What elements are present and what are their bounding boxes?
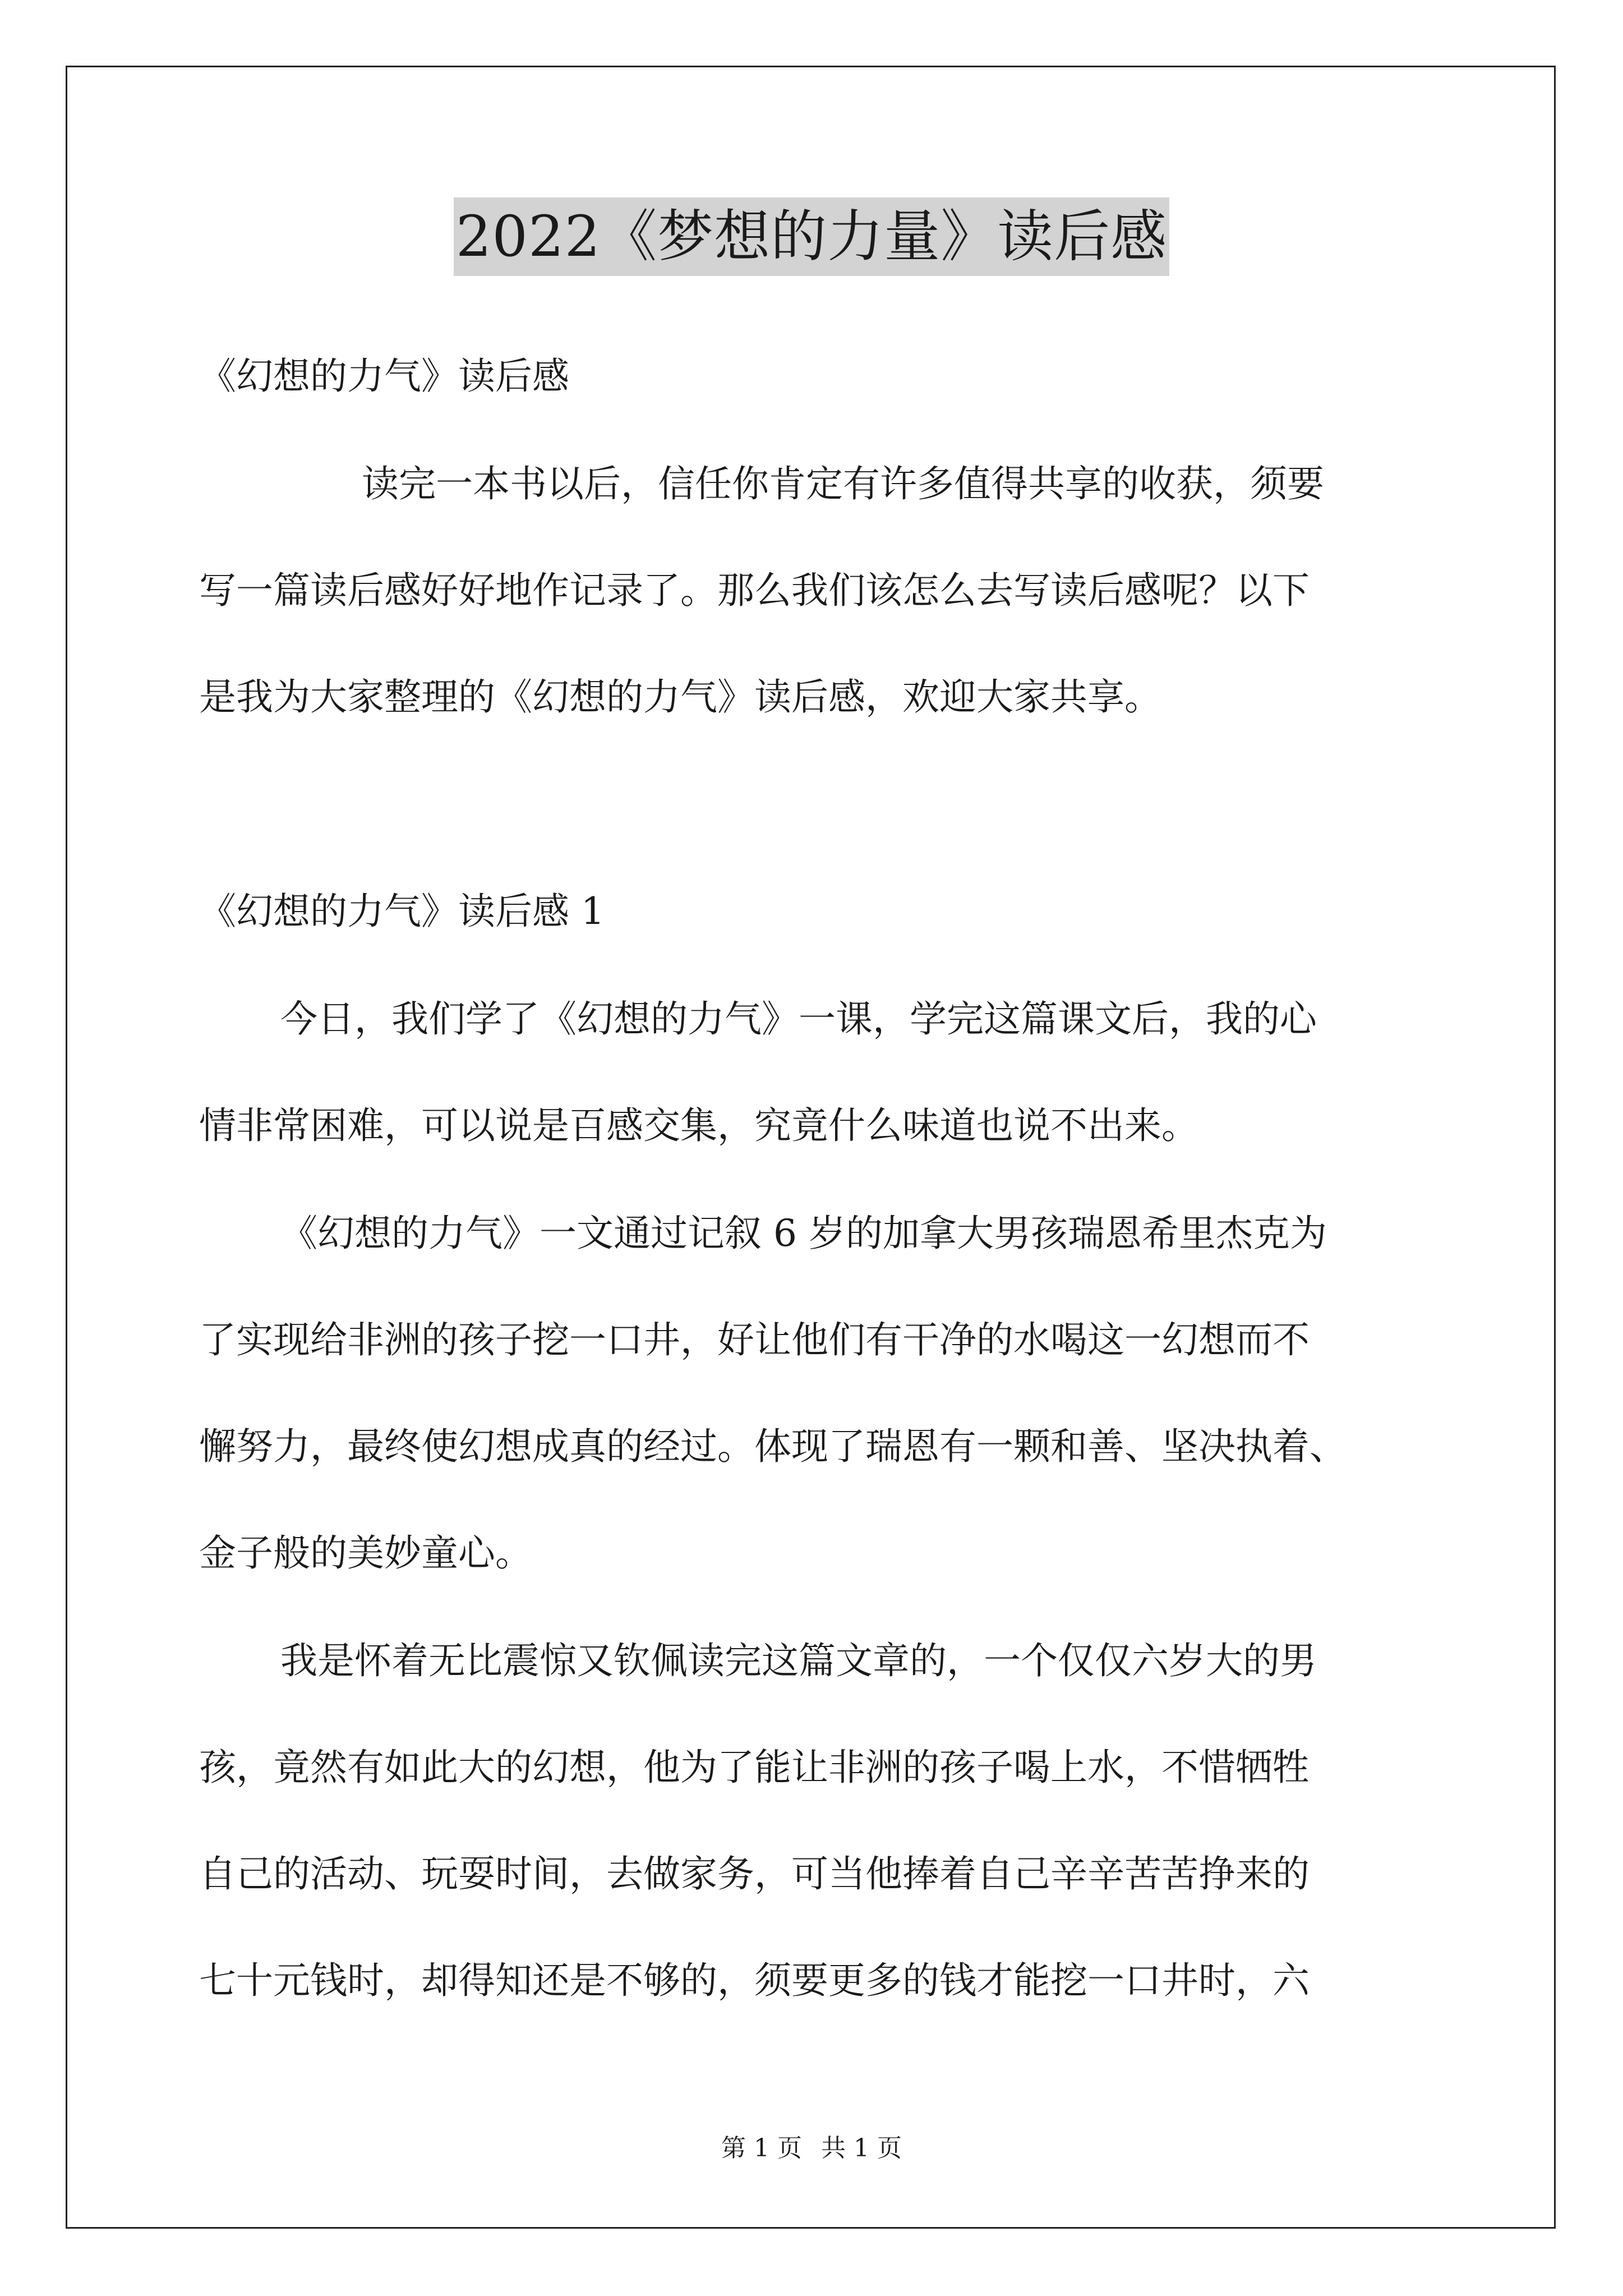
- paragraph-line: 自己的活动、玩耍时间，去做家务，可当他捧着自己辛辛苦苦挣来的: [199, 1852, 1310, 1895]
- page-footer: [0, 2132, 1623, 2165]
- paragraph-line: 孩，竟然有如此大的幻想，他为了能让非洲的孩子喝上水，不惜牺牲: [199, 1746, 1310, 1789]
- title-container: [0, 197, 1623, 276]
- section-heading: 《幻想的力气》读后感 1: [199, 890, 605, 933]
- paragraph-line: 读完一本书以后，信任你肯定有许多值得共享的收获，须要: [362, 462, 1324, 505]
- page-number: 第 1 页: [721, 2134, 802, 2162]
- paragraph-line: 七十元钱时，却得知还是不够的，须要更多的钱才能挖一口井时，六: [199, 1959, 1310, 2002]
- paragraph-line: 今日，我们学了《幻想的力气》一课，学完这篇课文后，我的心: [280, 997, 1317, 1041]
- subtitle-line: 《幻想的力气》读后感: [199, 355, 569, 398]
- paragraph-line: 金子般的美妙童心。: [199, 1531, 532, 1575]
- page-total: 共 1 页: [821, 2134, 902, 2162]
- paragraph-line: 懈努力，最终使幻想成真的经过。体现了瑞恩有一颗和善、坚决执着、: [199, 1425, 1347, 1468]
- paragraph-line: 《幻想的力气》一文通过记叙 6 岁的加拿大男孩瑞恩希里杰克为: [280, 1212, 1327, 1255]
- paragraph-line: 情非常困难，可以说是百感交集，究竟什么味道也说不出来。: [199, 1104, 1198, 1147]
- paragraph-line: 是我为大家整理的《幻想的力气》读后感，欢迎大家共享。: [199, 675, 1161, 719]
- paragraph-line: 我是怀着无比震惊又钦佩读完这篇文章的，一个仅仅六岁大的男: [280, 1639, 1317, 1682]
- paragraph-line: 写一篇读后感好好地作记录了。那么我们该怎么去写读后感呢？以下: [199, 569, 1310, 612]
- paragraph-line: 了实现给非洲的孩子挖一口井，好让他们有干净的水喝这一幻想而不: [199, 1318, 1310, 1361]
- document-title: 2022《梦想的力量》读后感: [454, 197, 1170, 276]
